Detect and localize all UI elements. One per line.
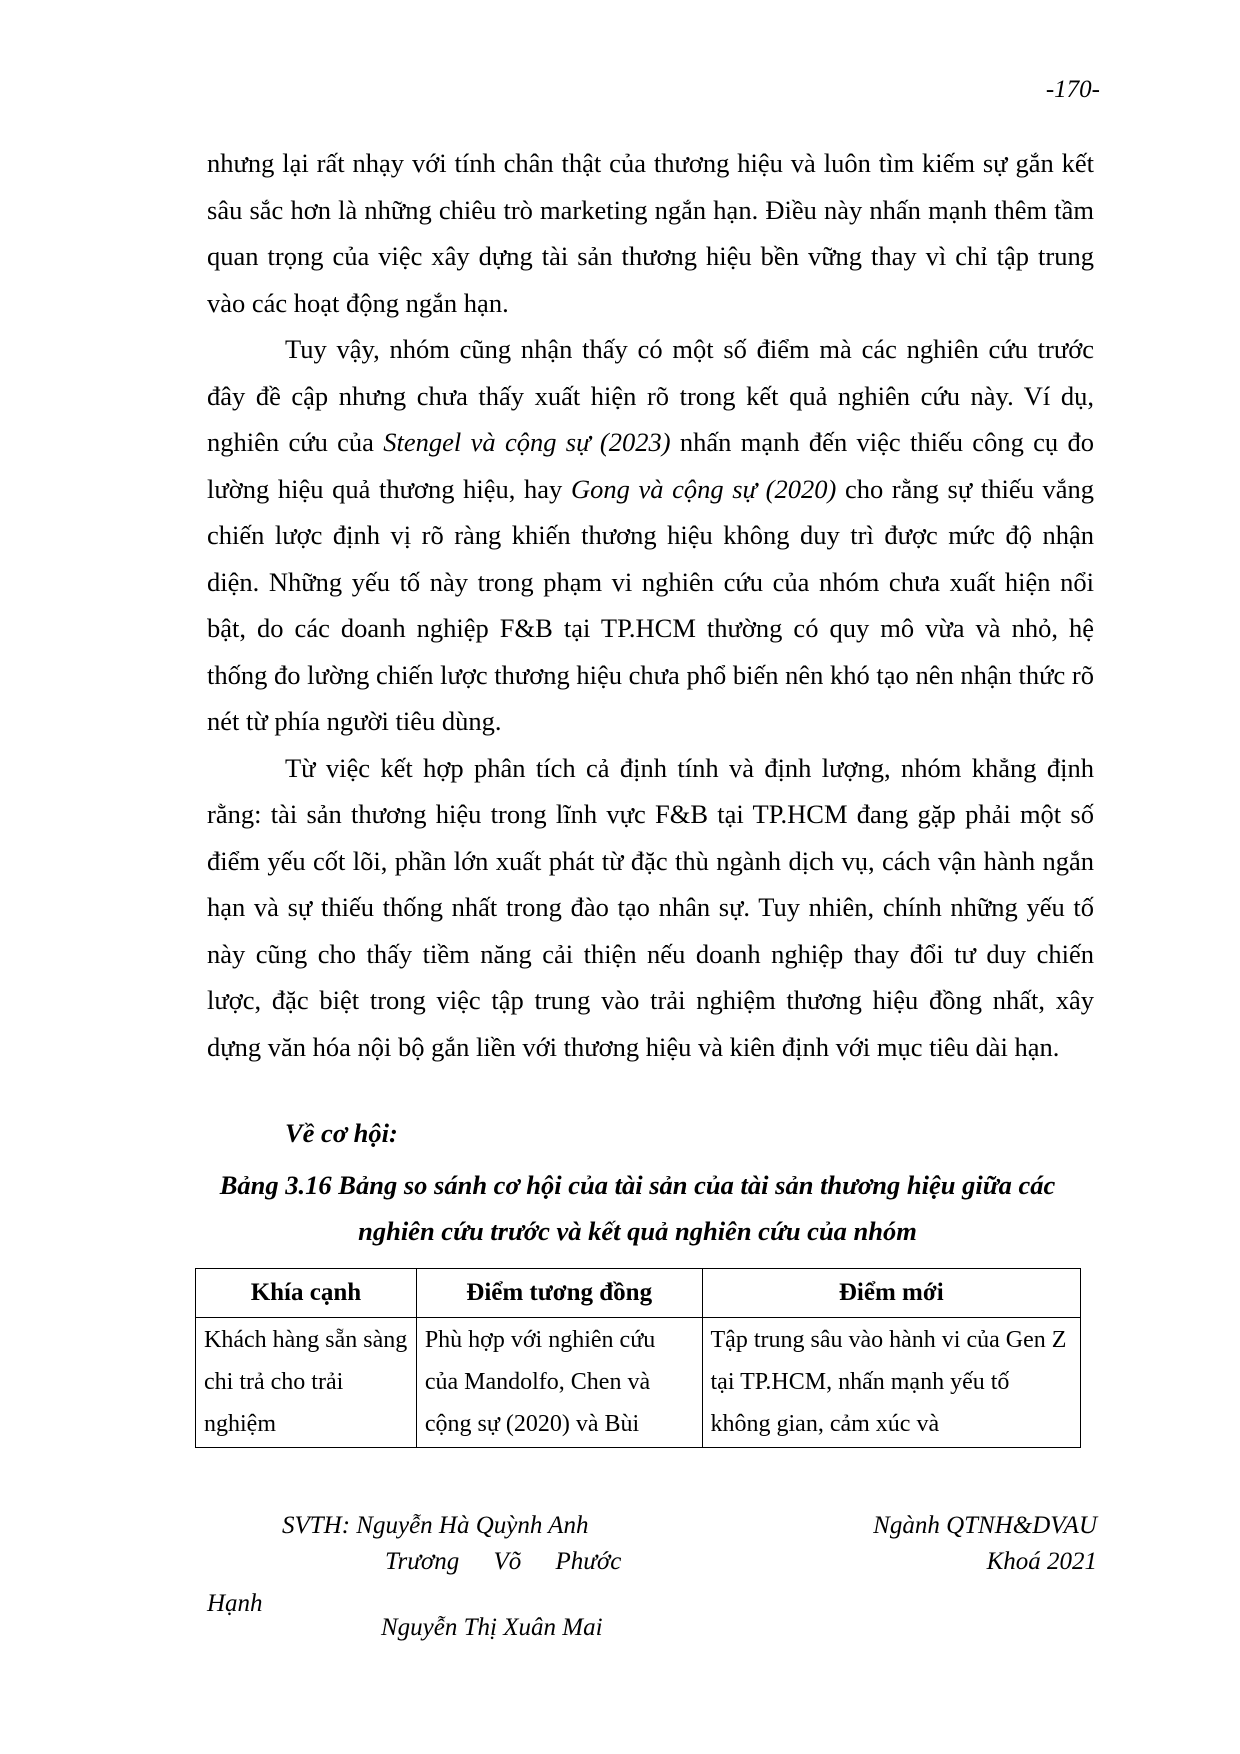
paragraph-2-text-c: cho rằng sự thiếu vắng chiến lược định vị rõ ràng khiến thương hiệu không duy trì được mức độ nhận diện. Những yếu tố này trong phạm vi nghiên cứu của nhóm chưa xuất hiện nổi bật, do các doanh nghiệp F&B tại TP.HCM thường có quy mô vừa và nhỏ, hệ thống đo lường chiến lược thương hiệu chưa phổ biến nên khó tạo nên nhận thức rõ nét từ phía người tiêu dùng. bbox=[207, 473, 1095, 736]
table-row bbox=[196, 1318, 1081, 1448]
paragraph-2-text-b: nhấn mạnh đến việc thiếu công cụ đo lường hiệu quả thương hiệu, hay bbox=[207, 427, 1094, 504]
citation-stengel: Stengel và cộng sự (2023) bbox=[383, 427, 671, 457]
footer-student-2-part-1: Trương Võ Phước bbox=[385, 1548, 622, 1575]
paragraph-2 bbox=[207, 326, 1094, 745]
footer-major: Ngành QTNH&DVAU bbox=[873, 1512, 1097, 1539]
cell-similarities: Phù hợp với nghiên cứu của Mandolfo, Chen và cộng sự (2020) và Bùi bbox=[416, 1318, 702, 1448]
table-caption-line-1: Bảng 3.16 Bảng so sánh cơ hội của tài sản của tài sản thương hiệu giữa các bbox=[219, 1170, 1056, 1200]
paragraph-2-text-a: Tuy vậy, nhóm cũng nhận thấy có một số điểm mà các nghiên cứu trước đây đề cập nhưng chưa thấy xuất hiện rõ trong kết quả nghiên cứu này. Ví dụ, nghiên cứu của bbox=[207, 334, 1094, 457]
section-heading-opportunity: Về cơ hội: bbox=[285, 1118, 398, 1148]
header-similarities: Điểm tương đồng bbox=[416, 1269, 702, 1318]
header-aspect: Khía cạnh bbox=[196, 1269, 417, 1318]
footer-course: Khoá 2021 bbox=[986, 1548, 1097, 1575]
comparison-table bbox=[195, 1268, 1081, 1448]
citation-gong: Gong và cộng sự (2020) bbox=[570, 473, 837, 504]
page-number: -170- bbox=[1045, 76, 1100, 103]
cell-new-points: Tập trung sâu vào hành vi của Gen Z tại TP.HCM, nhấn mạnh yếu tố không gian, cảm xúc và bbox=[702, 1318, 1080, 1448]
table-caption-line-2: nghiên cứu trước và kết quả nghiên cứu của nhóm bbox=[358, 1216, 917, 1246]
footer-svth-line: SVTH: Nguyễn Hà Quỳnh Anh bbox=[282, 1512, 589, 1539]
body-text bbox=[207, 140, 1094, 1070]
paragraph-3: Từ việc kết hợp phân tích cả định tính và định lượng, nhóm khẳng định rằng: tài sản thương hiệu trong lĩnh vực F&B tại TP.HCM đang gặp phải một số điểm yếu cốt lõi, phần lớn xuất phát từ đặc thù ngành dịch vụ, cách vận hành ngắn hạn và sự thiếu thống nhất trong đào tạo nhân sự. Tuy nhiên, chính những yếu tố này cũng cho thấy tiềm năng cải thiện nếu doanh nghiệp thay đổi tư duy chiến lược, đặc biệt trong việc tập trung vào trải nghiệm thương hiệu đồng nhất, xây dựng văn hóa nội bộ gắn liền với thương hiệu và kiên định với mục tiêu dài hạn. bbox=[207, 752, 1094, 1062]
footer-student-3: Nguyễn Thị Xuân Mai bbox=[381, 1614, 603, 1641]
table-caption bbox=[195, 1162, 1080, 1254]
paragraph-1: nhưng lại rất nhạy với tính chân thật của thương hiệu và luôn tìm kiếm sự gắn kết sâu sắc hơn là những chiêu trò marketing ngắn hạn. Điều này nhấn mạnh thêm tầm quan trọng của việc xây dựng tài sản thương hiệu bền vững thay vì chỉ tập trung vào các hoạt động ngắn hạn. bbox=[207, 148, 1094, 318]
footer-student-2-part-2: Hạnh bbox=[207, 1590, 263, 1617]
table-header-row bbox=[196, 1269, 1081, 1318]
header-new-points: Điểm mới bbox=[702, 1269, 1080, 1318]
cell-aspect: Khách hàng sẵn sàng chi trả cho trải nghiệm bbox=[196, 1318, 417, 1448]
